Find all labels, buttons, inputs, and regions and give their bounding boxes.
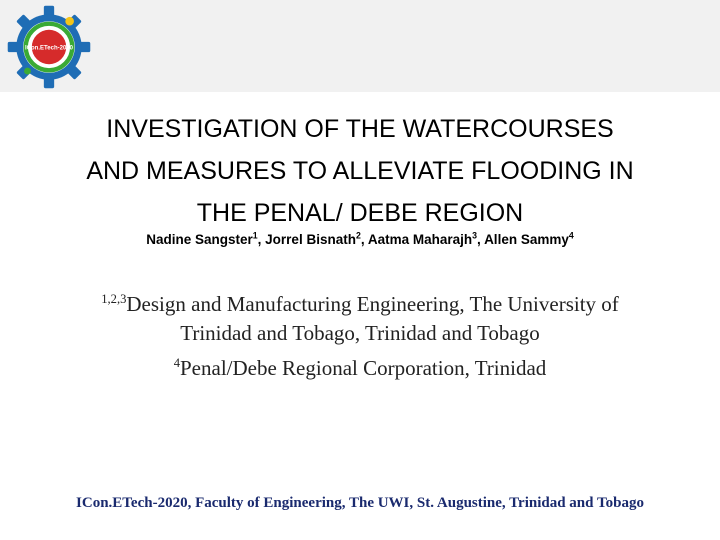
affiliations <box>100 290 620 383</box>
affiliation-text: Penal/Debe Regional Corporation, Trinidad <box>180 356 547 380</box>
affiliation-text: Design and Manufacturing Engineering, The University of Trinidad and Tobago, Trinidad and Tobago <box>126 292 619 345</box>
author-name: Nadine Sangster <box>146 232 253 247</box>
slide-title <box>40 108 680 234</box>
author-sup: 4 <box>568 230 574 241</box>
title-line: INVESTIGATION OF THE WATERCOURSES <box>106 115 614 143</box>
affiliation-sup: 1,2,3 <box>101 292 127 306</box>
svg-text:ICon.ETech-2020: ICon.ETech-2020 <box>24 45 74 52</box>
author-name: Aatma Maharajh <box>367 232 473 247</box>
footer: ICon.ETech-2020, Faculty of Engineering, The UWI, St. Augustine, Trinidad and Tobago <box>76 495 644 511</box>
header-band <box>0 0 720 92</box>
author-list: Nadine Sangster$^1$, Jorrel Bisnath$^2$, Aatma Maharajh$^3$, Allen Sammy$^4$ <box>146 230 574 247</box>
author-name: Allen Sammy <box>484 232 569 247</box>
author-sup: 2 <box>355 230 361 241</box>
author-name: Jorrel Bisnath <box>265 232 356 247</box>
affiliation-sup: 4 <box>173 356 180 370</box>
conference-logo-icon <box>6 4 92 90</box>
author-sup: 3 <box>472 230 478 241</box>
title-line: AND MEASURES TO ALLEVIATE FLOODING IN <box>86 157 634 185</box>
title-line: THE PENAL/ DEBE REGION <box>196 199 524 227</box>
author-sup: 1 <box>252 230 258 241</box>
affiliation <box>100 290 620 348</box>
affiliation <box>100 354 620 383</box>
